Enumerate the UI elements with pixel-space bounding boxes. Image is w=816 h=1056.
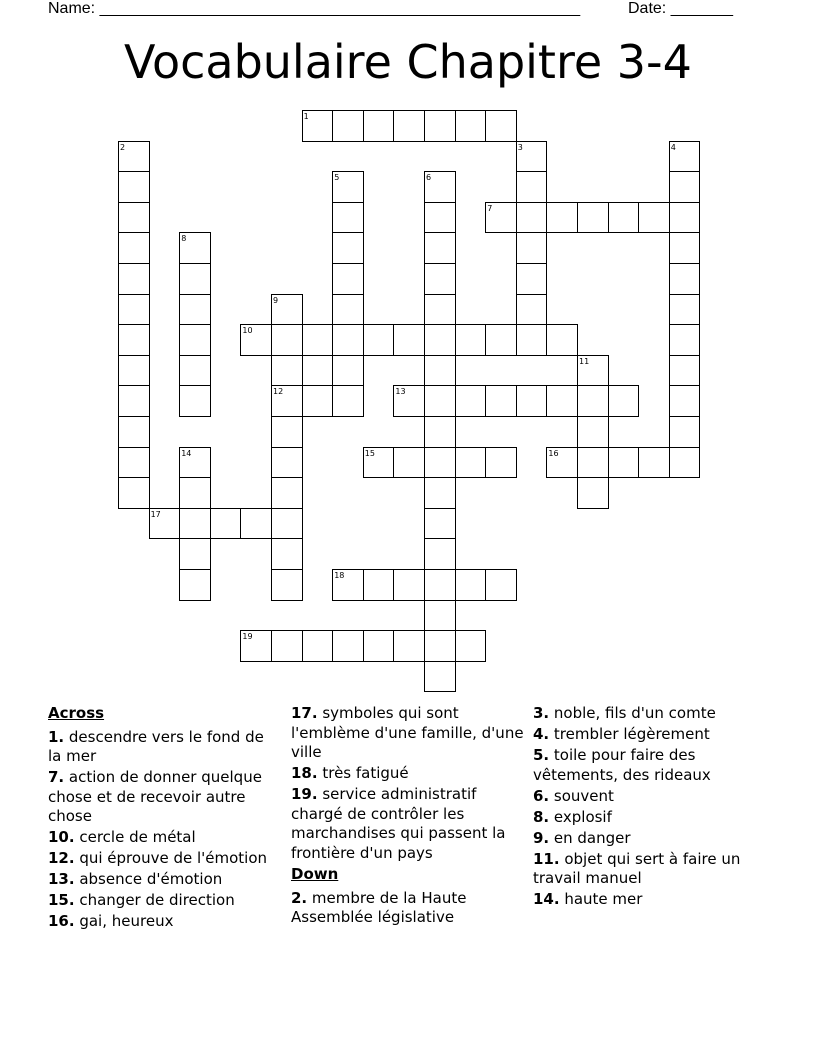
grid-cell[interactable] xyxy=(608,202,640,234)
clue-number: 17. xyxy=(291,704,318,722)
grid-cell[interactable] xyxy=(424,324,456,356)
clue-text: cercle de métal xyxy=(74,828,196,846)
grid-cell[interactable] xyxy=(179,477,211,509)
page-title: Vocabulaire Chapitre 3-4 xyxy=(124,35,692,89)
clue-item xyxy=(533,890,769,910)
clue-number-label: 11 xyxy=(579,356,590,366)
clue-item xyxy=(533,808,769,828)
grid-cell[interactable] xyxy=(118,416,150,448)
clue-item xyxy=(48,828,278,848)
across-heading: Across xyxy=(48,704,105,722)
clue-item xyxy=(48,728,278,767)
grid-cell[interactable] xyxy=(271,538,303,570)
grid-cell[interactable] xyxy=(669,294,701,326)
grid-cell[interactable] xyxy=(332,232,364,264)
grid-cell[interactable] xyxy=(118,202,150,234)
clue-item xyxy=(48,912,278,932)
grid-cell[interactable] xyxy=(271,477,303,509)
clue-item xyxy=(48,849,278,869)
grid-cell[interactable] xyxy=(118,171,150,203)
clue-text: descendre vers le fond de la mer xyxy=(48,727,264,765)
clue-number: 18. xyxy=(291,764,318,782)
clue-number: 1. xyxy=(48,727,65,746)
grid-cell[interactable] xyxy=(118,447,150,479)
grid-cell[interactable] xyxy=(577,477,609,509)
clue-number-label: 13 xyxy=(395,387,406,397)
clue-text: qui éprouve de l'émotion xyxy=(74,849,268,867)
clue-number-label: 12 xyxy=(273,387,284,397)
name-field-label: Name: ______________________________________________________ xyxy=(48,0,581,17)
grid-cell[interactable] xyxy=(424,538,456,570)
clue-text: membre de la Haute Assemblée législative xyxy=(291,888,467,926)
grid-cell[interactable] xyxy=(577,202,609,234)
grid-cell[interactable] xyxy=(516,171,548,203)
clue-text: en danger xyxy=(549,828,631,847)
grid-cell[interactable] xyxy=(332,355,364,387)
clue-number-label: 14 xyxy=(181,448,192,458)
grid-cell[interactable] xyxy=(424,110,456,142)
grid-cell[interactable] xyxy=(332,294,364,326)
clue-text: service administratif chargé de contrôler les marchandises qui passent la frontière d'un pays xyxy=(291,785,506,862)
grid-cell[interactable] xyxy=(179,355,211,387)
grid-cell[interactable] xyxy=(332,202,364,234)
grid-cell[interactable] xyxy=(669,263,701,295)
clue-number-label: 10 xyxy=(242,326,253,336)
clue-item xyxy=(48,768,278,827)
grid-cell[interactable] xyxy=(210,508,242,540)
grid-cell[interactable] xyxy=(332,110,364,142)
clue-text: symboles qui sont l'emblème d'une famille, d'une ville xyxy=(291,704,524,761)
grid-cell[interactable] xyxy=(638,447,670,479)
clue-item xyxy=(533,787,769,807)
clue-number: 2. xyxy=(291,888,308,907)
grid-cell[interactable] xyxy=(516,263,548,295)
clue-item xyxy=(533,704,769,724)
grid-cell[interactable] xyxy=(332,263,364,295)
grid-cell[interactable] xyxy=(179,508,211,540)
clue-item xyxy=(291,704,527,763)
grid-cell[interactable] xyxy=(271,324,303,356)
clue-text: gai, heureux xyxy=(74,912,174,930)
clue-number: 7. xyxy=(48,768,65,786)
clue-number-label: 17 xyxy=(150,509,161,519)
clue-number: 12. xyxy=(48,849,75,867)
grid-cell[interactable] xyxy=(179,263,211,295)
grid-cell[interactable] xyxy=(393,569,425,601)
clue-item xyxy=(533,746,769,785)
clue-text: haute mer xyxy=(559,890,643,908)
clue-number: 3. xyxy=(533,704,550,722)
grid-cell[interactable] xyxy=(424,232,456,264)
grid-cell[interactable] xyxy=(516,202,548,234)
clue-number-label: 2 xyxy=(120,142,126,152)
clue-list xyxy=(533,704,769,910)
grid-cell[interactable] xyxy=(179,324,211,356)
grid-cell[interactable] xyxy=(424,385,456,417)
grid-cell[interactable] xyxy=(393,630,425,662)
grid-cell[interactable] xyxy=(271,569,303,601)
grid-cell[interactable] xyxy=(669,416,701,448)
clue-number-label: 8 xyxy=(181,234,187,244)
grid-cell[interactable] xyxy=(393,324,425,356)
grid-cell[interactable] xyxy=(271,508,303,540)
grid-cell[interactable] xyxy=(271,630,303,662)
grid-cell[interactable] xyxy=(118,385,150,417)
clue-list xyxy=(291,889,527,928)
clue-text: trembler légèrement xyxy=(549,725,710,743)
clue-column-1 xyxy=(48,704,278,933)
grid-cell[interactable] xyxy=(118,477,150,509)
grid-cell[interactable] xyxy=(271,447,303,479)
grid-cell[interactable] xyxy=(240,508,272,540)
grid-cell[interactable] xyxy=(516,294,548,326)
grid-cell[interactable] xyxy=(424,263,456,295)
grid-cell[interactable] xyxy=(577,447,609,479)
clue-number-label: 15 xyxy=(364,448,375,458)
grid-cell[interactable] xyxy=(179,385,211,417)
grid-cell[interactable] xyxy=(332,385,364,417)
grid-cell[interactable] xyxy=(271,355,303,387)
grid-cell[interactable] xyxy=(455,569,487,601)
clue-item xyxy=(533,850,769,889)
clue-number-label: 9 xyxy=(273,295,279,305)
grid-cell[interactable] xyxy=(424,508,456,540)
grid-cell[interactable] xyxy=(424,600,456,632)
clue-number-label: 3 xyxy=(517,142,523,152)
clue-number-label: 16 xyxy=(548,448,559,458)
grid-cell[interactable] xyxy=(485,324,517,356)
grid-cell[interactable] xyxy=(516,232,548,264)
grid-cell[interactable] xyxy=(302,630,334,662)
grid-cell[interactable] xyxy=(485,110,517,142)
clue-item xyxy=(291,764,527,784)
clue-item xyxy=(48,891,278,911)
grid-cell[interactable] xyxy=(669,385,701,417)
down-heading: Down xyxy=(291,865,339,883)
grid-cell[interactable] xyxy=(608,447,640,479)
grid-cell[interactable] xyxy=(455,385,487,417)
clue-text: toile pour faire des vêtements, des rideaux xyxy=(533,746,711,784)
clue-column-3 xyxy=(533,704,769,911)
clue-item xyxy=(291,889,527,928)
clue-item xyxy=(533,725,769,745)
grid-cell[interactable] xyxy=(455,630,487,662)
grid-cell[interactable] xyxy=(363,110,395,142)
clue-number: 8. xyxy=(533,807,550,826)
grid-cell[interactable] xyxy=(546,385,578,417)
grid-cell[interactable] xyxy=(302,324,334,356)
grid-cell[interactable] xyxy=(332,630,364,662)
grid-cell[interactable] xyxy=(577,385,609,417)
clue-number: 15. xyxy=(48,891,75,909)
clue-number: 19. xyxy=(291,785,318,803)
grid-cell[interactable] xyxy=(118,294,150,326)
clue-text: objet qui sert à faire un travail manuel xyxy=(533,849,741,887)
grid-cell[interactable] xyxy=(118,263,150,295)
grid-cell[interactable] xyxy=(455,447,487,479)
clue-text: action de donner quelque chose et de recevoir autre chose xyxy=(48,768,262,825)
grid-cell[interactable] xyxy=(669,324,701,356)
clue-number-label: 6 xyxy=(426,173,432,183)
grid-cell[interactable] xyxy=(669,232,701,264)
clue-number-label: 18 xyxy=(334,571,345,580)
grid-cell[interactable] xyxy=(669,447,701,479)
grid-cell[interactable] xyxy=(393,447,425,479)
clue-number-label: 19 xyxy=(242,632,253,642)
clue-number-label: 1 xyxy=(303,112,309,121)
grid-cell[interactable] xyxy=(363,630,395,662)
clue-text: explosif xyxy=(549,807,612,826)
clue-text: très fatigué xyxy=(317,764,409,782)
grid-cell[interactable] xyxy=(546,202,578,234)
grid-cell[interactable] xyxy=(577,416,609,448)
grid-cell[interactable] xyxy=(424,569,456,601)
clue-number-label: 5 xyxy=(334,173,340,183)
grid-cell[interactable] xyxy=(363,569,395,601)
grid-cell[interactable] xyxy=(302,385,334,417)
grid-cell[interactable] xyxy=(271,416,303,448)
clue-list xyxy=(48,728,278,932)
clue-number: 9. xyxy=(533,828,550,847)
grid-cell[interactable] xyxy=(393,110,425,142)
grid-cell[interactable] xyxy=(118,232,150,264)
grid-cell[interactable] xyxy=(455,324,487,356)
clue-number: 10. xyxy=(48,828,75,846)
grid-cell[interactable] xyxy=(638,202,670,234)
grid-cell[interactable] xyxy=(608,385,640,417)
grid-cell[interactable] xyxy=(424,202,456,234)
grid-cell[interactable] xyxy=(363,324,395,356)
grid-cell[interactable] xyxy=(424,294,456,326)
clue-number: 4. xyxy=(533,725,550,743)
clue-number: 16. xyxy=(48,912,75,930)
clue-list xyxy=(291,704,527,863)
grid-cell[interactable] xyxy=(424,416,456,448)
grid-cell[interactable] xyxy=(485,385,517,417)
grid-cell[interactable] xyxy=(516,385,548,417)
date-field-label: Date: _______ xyxy=(628,0,733,17)
grid-cell[interactable] xyxy=(669,355,701,387)
grid-cell[interactable] xyxy=(424,355,456,387)
clue-text: souvent xyxy=(549,786,614,805)
grid-cell[interactable] xyxy=(424,630,456,662)
clue-number: 6. xyxy=(533,786,550,805)
clue-text: absence d'émotion xyxy=(74,870,223,888)
clue-item xyxy=(291,785,527,863)
grid-cell[interactable] xyxy=(332,324,364,356)
clue-number: 13. xyxy=(48,870,75,888)
grid-cell[interactable] xyxy=(669,171,701,203)
clue-number: 11. xyxy=(533,849,560,868)
clue-text: changer de direction xyxy=(74,891,235,909)
clue-item xyxy=(48,870,278,890)
grid-cell[interactable] xyxy=(455,110,487,142)
grid-cell[interactable] xyxy=(179,569,211,601)
grid-cell[interactable] xyxy=(485,569,517,601)
clue-number: 5. xyxy=(533,746,550,764)
grid-cell[interactable] xyxy=(669,202,701,234)
grid-cell[interactable] xyxy=(424,477,456,509)
grid-cell[interactable] xyxy=(485,447,517,479)
grid-cell[interactable] xyxy=(118,355,150,387)
grid-cell[interactable] xyxy=(546,324,578,356)
clue-number: 14. xyxy=(533,890,560,908)
grid-cell[interactable] xyxy=(424,661,456,693)
grid-cell[interactable] xyxy=(118,324,150,356)
clue-number-label: 7 xyxy=(487,203,493,213)
grid-cell[interactable] xyxy=(516,324,548,356)
clue-text: noble, fils d'un comte xyxy=(549,704,716,722)
clue-number-label: 4 xyxy=(670,142,676,152)
clue-item xyxy=(533,829,769,849)
clue-column-2 xyxy=(291,704,527,929)
grid-cell[interactable] xyxy=(179,538,211,570)
grid-cell[interactable] xyxy=(424,447,456,479)
grid-cell[interactable] xyxy=(179,294,211,326)
